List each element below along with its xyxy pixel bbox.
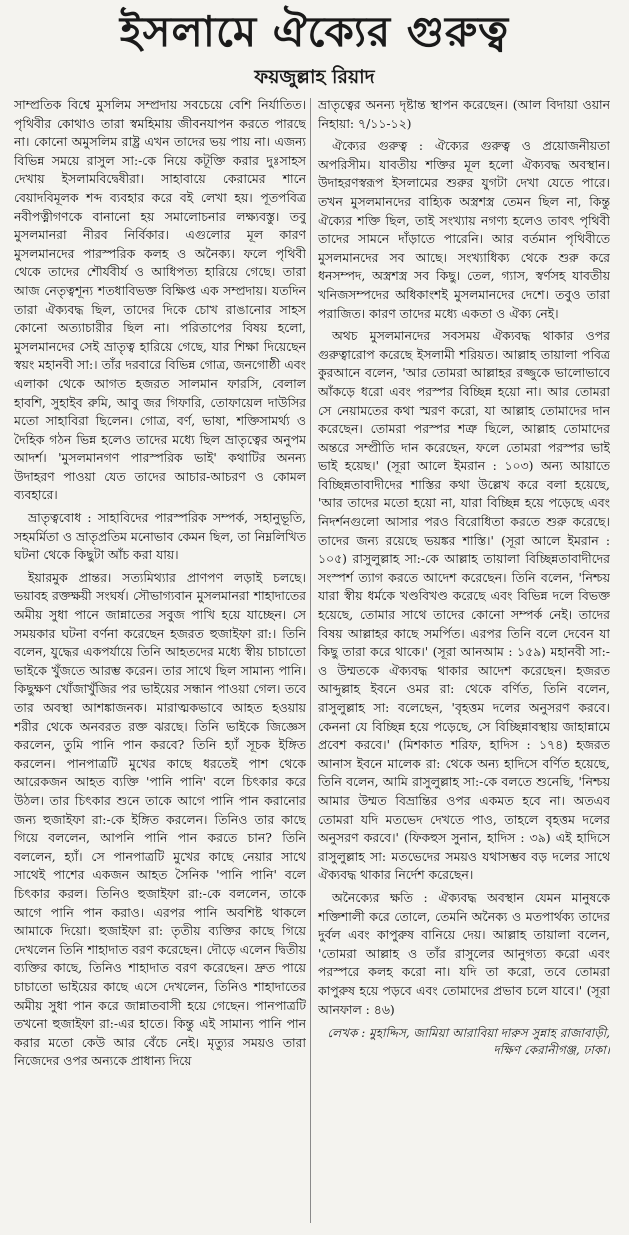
paragraph: ভ্রাতৃত্ববোধ : সাহাবিদের পারস্পরিক সম্পর্ক, সহানুভূতি, সহমর্মিতা ও ভ্রাতৃপ্রতিম মনোভাব কেমন ছিল, তা নিম্নলিখিত ঘটনা থেকে কিছুটা আঁচ করা যায়।	[14, 510, 306, 563]
author-note: লেখক : মুহাদ্দিস, জামিয়া আরাবিয়া দারুস সুন্নাহ রাজাবাড়ী, দক্ষিণ কেরানীগঞ্জ, ঢাকা।	[327, 1026, 610, 1058]
left-column	[14, 96, 306, 1228]
article-title: ইসলামে ঐক্যের গুরুত্ব	[119, 7, 510, 56]
right-column	[318, 96, 610, 1228]
paragraph: অথচ মুসলমানদের সবসময় ঐক্যবদ্ধ থাকার ওপর গুরুত্বারোপ করেছে ইসলামী শরিয়ত। আল্লাহ তায়ালা পবিত্র কুরআনে বলেন, 'আর তোমরা আল্লাহর রজ্জুকে ভালোভাবে আঁকড়ে ধরো এবং পরস্পর বিচ্ছিন্ন হয়ো না। আর তোমরা সে নেয়ামতের কথা স্মরণ করো, যা আল্লাহ তোমাদের দান করেছেন। তোমরা পরস্পর শত্রু ছিলে, আল্লাহ তোমাদের অন্তরে সম্প্রীতি দান করেছেন, ফলে তোমরা পরস্পর ভাই ভাই হয়েছ।' (সূরা আলে ইমরান : ১০৩) অন্য আয়াতে বিচ্ছিন্নতাবাদীদের শাস্তির কথা উল্লেখ করে বলা হয়েছে, 'আর তাদের মতো হয়ো না, যারা বিচ্ছিন্ন হয়ে পড়েছে এবং নিদর্শনগুলো আসার পরও বিরোধিতা করতে শুরু করেছে। তাদের জন্য রয়েছে ভয়ঙ্কর শাস্তি।' (সূরা আলে ইমরান : ১০৫) রাসুলুল্লাহ সা:-কে আল্লাহ তায়ালা বিচ্ছিন্নতাবাদীদের সংস্পর্শ ত্যাগ করতে আদেশ করেছেন। তিনি বলেন, 'নিশ্চয় যারা স্বীয় ধর্মকে খণ্ডবিখণ্ড করেছে এবং বিভিন্ন দলে বিভক্ত হয়েছে, তোমার সাথে তাদের কোনো সম্পর্ক নেই। তাদের বিষয় আল্লাহর কাছে সমর্পিত। এরপর তিনি বলে দেবেন যা কিছু তারা করে থাকে।' (সূরা আনআম : ১৫৯) মহানবী সা:-ও উম্মতকে ঐক্যবদ্ধ থাকার আদেশ করেছেন। হজরত আব্দুল্লাহ ইবনে ওমর রা: থেকে বর্ণিত, তিনি বলেন, রাসুলুল্লাহ সা: বলেছেন, 'বৃহত্তম দলের অনুসরণ করবে। কেননা যে বিচ্ছিন্ন হয়ে পড়েছে, সে বিচ্ছিন্নাবস্থায় জাহান্নামে প্রবেশ করবে।' (মিশকাত শরিফ, হাদিস : ১৭৪) হজরত আনাস ইবনে মালেক রা: থেকে অন্য হাদিসে বর্ণিত হয়েছে, তিনি বলেন, আমি রাসুলুল্লাহ সা:-কে বলতে শুনেছি, 'নিশ্চয় আমার উম্মত বিভ্রান্তির ওপর একমত হবে না। অতএব তোমরা যদি মতভেদ দেখতে পাও, তাহলে বৃহত্তম দলের অনুসরণ করবে।' (ফিকহুস সুনান, হাদিস : ৩৯) এই হাদিসে রাসুলুল্লাহ সা: মতভেদের সময়ও যথাসম্ভব বড় দলের সাথে ঐক্যবদ্ধ থাকার নির্দেশ করেছেন।	[318, 328, 610, 883]
paragraph: সাম্প্রতিক বিশ্বে মুসলিম সম্প্রদায় সবচেয়ে বেশি নির্যাতিত। পৃথিবীর কোথাও তারা স্বমহিমায় জীবনযাপন করতে পারছে না। কোনো অমুসলিম রাষ্ট্র এখন তাদের ভয় পায় না। এজন্য বিভিন্ন সময়ে রাসুল সা:-কে নিয়ে কটূক্তি করার দুঃসাহস দেখায় ইসলামবিদ্বেষীরা। সাহাবায়ে কেরামের শানে বেয়াদবিমূলক শব্দ ব্যবহার করে বই লেখা হয়। পূতপবিত্র নবীপত্নীগণকে বানানো হয় সমালোচনার লক্ষ্যবস্তু। তবু মুসলমানরা নীরব নির্বিকার। এগুলোর মূল কারণ মুসলমানদের পারস্পরিক কলহ ও অনৈক্য। ফলে পৃথিবী থেকে তাদের শৌর্যবীর্য ও আধিপত্য হারিয়ে গেছে। তারা আজ নেতৃত্বশূন্য শতধাবিভক্ত বিক্ষিপ্ত এক সম্প্রদায়। যতদিন তারা ঐক্যবদ্ধ ছিল, তাদের দিকে চোখ রাঙানোর সাহস কোনো অত্যাচারীর ছিল না। পরিতাপের বিষয় হলো, মুসলমানদের সেই ভ্রাতৃত্ব হারিয়ে গেছে, যার শিক্ষা দিয়েছেন স্বয়ং মহানবী সা:। তাঁর দরবারে বিভিন্ন গোত্র, জনগোষ্ঠী এবং এলাকা থেকে আগত হজরত সালমান ফারসি, বেলাল হাবশি, সুহাইব রুমি, আবু জর গিফারি, তোফায়েল দাউসির মতো সাহাবিরা ছিলেন। গোত্র, বর্ণ, ভাষা, শক্তিসামর্থ্য ও দৈহিক গঠন ভিন্ন হলেও তাদের মধ্যে ছিল ভ্রাতৃত্বের অনুপম আদর্শ। 'মুসলমানগণ পারস্পরিক ভাই' কথাটির অনন্য উদাহরণ পাওয়া যেত তাদের আচার-আচরণ ও কোমল ব্যবহারে।	[14, 97, 306, 503]
paragraph: ঐক্যের গুরুত্ব : ঐক্যের গুরুত্ব ও প্রয়োজনীয়তা অপরিসীম। যাবতীয় শক্তির মূল হলো ঐক্যবদ্ধ অবস্থান। উদাহরণস্বরূপ ইসলামের শুরুর যুগটা দেখা যেতে পারে। তখন মুসলমানদের বাহ্যিক অস্ত্রশস্ত্র তেমন ছিল না, কিন্তু ঐক্যের শক্তি ছিল, তাই সংখ্যায় নগণ্য হলেও তাবৎ পৃথিবী তাদের সামনে দাঁড়াতে পারেনি। আর বর্তমান পৃথিবীতে মুসলমানদের সব আছে। সংখ্যাধিক্য থেকে শুরু করে ধনসম্পদ, অস্ত্রশস্ত্র সব কিছু। তেল, গ্যাস, স্বর্ণসহ যাবতীয় খনিজসম্পদের অধিকাংশই মুসলমানদের দেশে। তবুও তারা পরাজিত। কারণ তাদের মধ্যে একতা ও ঐক্য নেই।	[318, 138, 610, 321]
paragraph: ভ্রাতৃত্বের অনন্য দৃষ্টান্ত স্থাপন করেছেন। (আল বিদায়া ওয়ান নিহায়া: ৭/১১-১২)	[318, 97, 610, 131]
article-author: ফয়জুল্লাহ রিয়াদ	[254, 66, 375, 88]
paragraph: ইয়ারমুক প্রান্তর। সত্যমিথ্যার প্রাণপণ লড়াই চলছে। ভয়াবহ রক্তক্ষয়ী সংঘর্ষ। সৌভাগ্যবান মুসলমানরা শাহাদাতের অমীয় সুধা পানে জান্নাতের সবুজ পাখি হয়ে যাচ্ছেন। সে সময়কার ঘটনা বর্ণনা করেছেন হজরত হুজাইফা রা:। তিনি বলেন, যুদ্ধের একপর্যায়ে তিনি আহতদের মধ্যে স্বীয় চাচাতো ভাইকে খুঁজতে আরম্ভ করেন। তার সাথে ছিল সামান্য পানি। কিছুক্ষণ খোঁজাখুঁজির পর ভাইয়ের সন্ধান পাওয়া গেল। তবে তার অবস্থা আশঙ্কাজনক। মারাত্মকভাবে আহত হওয়ায় শরীর থেকে অনবরত রক্ত ঝরছে। তিনি ভাইকে জিজ্ঞেস করলেন, তুমি পানি পান করবে? তিনি হ্যাঁ সূচক ইঙ্গিত করলেন। পানপাত্রটি মুখের কাছে ধরতেই পাশ থেকে আরেকজন আহত ব্যক্তি 'পানি পানি' বলে চিৎকার করে উঠল। তার চিৎকার শুনে তাকে আগে পানি পান করানোর জন্য হুজাইফা রা:-কে ইঙ্গিত করলেন। তিনিও তার কাছে গিয়ে বললেন, আপনি পানি পান করতে চান? তিনি বললেন, হ্যাঁ। সে পানপাত্রটি মুখের কাছে নেয়ার সাথে সাথেই পাশের একজন আহত সৈনিক 'পানি পানি' বলে চিৎকার করল। তিনিও হুজাইফা রা:-কে বললেন, তাকে আগে পানি পান করাও। এরপর পানি অবশিষ্ট থাকলে আমাকে দিয়ো। হুজাইফা রা: তৃতীয় ব্যক্তির কাছে গিয়ে দেখলেন তিনি শাহাদাত বরণ করেছেন। দৌড়ে এলেন দ্বিতীয় ব্যক্তির কাছে, তিনিও শাহাদাত বরণ করেছেন। দ্রুত পায়ে চাচাতো ভাইয়ের কাছে এসে দেখলেন, তিনিও শাহাদাতের অমীয় সুধা পান করে জান্নাতবাসী হয়ে গেছেন। পানপাত্রটি তখনো হুজাইফা রা:-এর হাতে। কিন্তু এই সামান্য পানি পান করার মতো কেউ আর বেঁচে নেই। মৃত্যুর সময়ও তারা নিজেদের ওপর অন্যকে প্রাধান্য দিয়ে	[14, 569, 306, 1069]
paragraph: অনৈক্যের ক্ষতি : ঐক্যবদ্ধ অবস্থান যেমন মানুষকে শক্তিশালী করে তোলে, তেমনি অনৈক্য ও মতপার্থক্য তাদের দুর্বল এবং কাপুরুষ বানিয়ে দেয়। আল্লাহ তায়ালা বলেন, 'তোমরা আল্লাহ ও তাঁর রাসুলের আনুগত্য করো এবং পরস্পরে কলহ করো না। যদি তা করো, তবে তোমরা কাপুরুষ হয়ে পড়বে এবং তোমাদের প্রভাব চলে যাবে।' (সূরা আনফাল : ৪৬)	[318, 889, 610, 1017]
column-divider	[310, 98, 311, 1223]
